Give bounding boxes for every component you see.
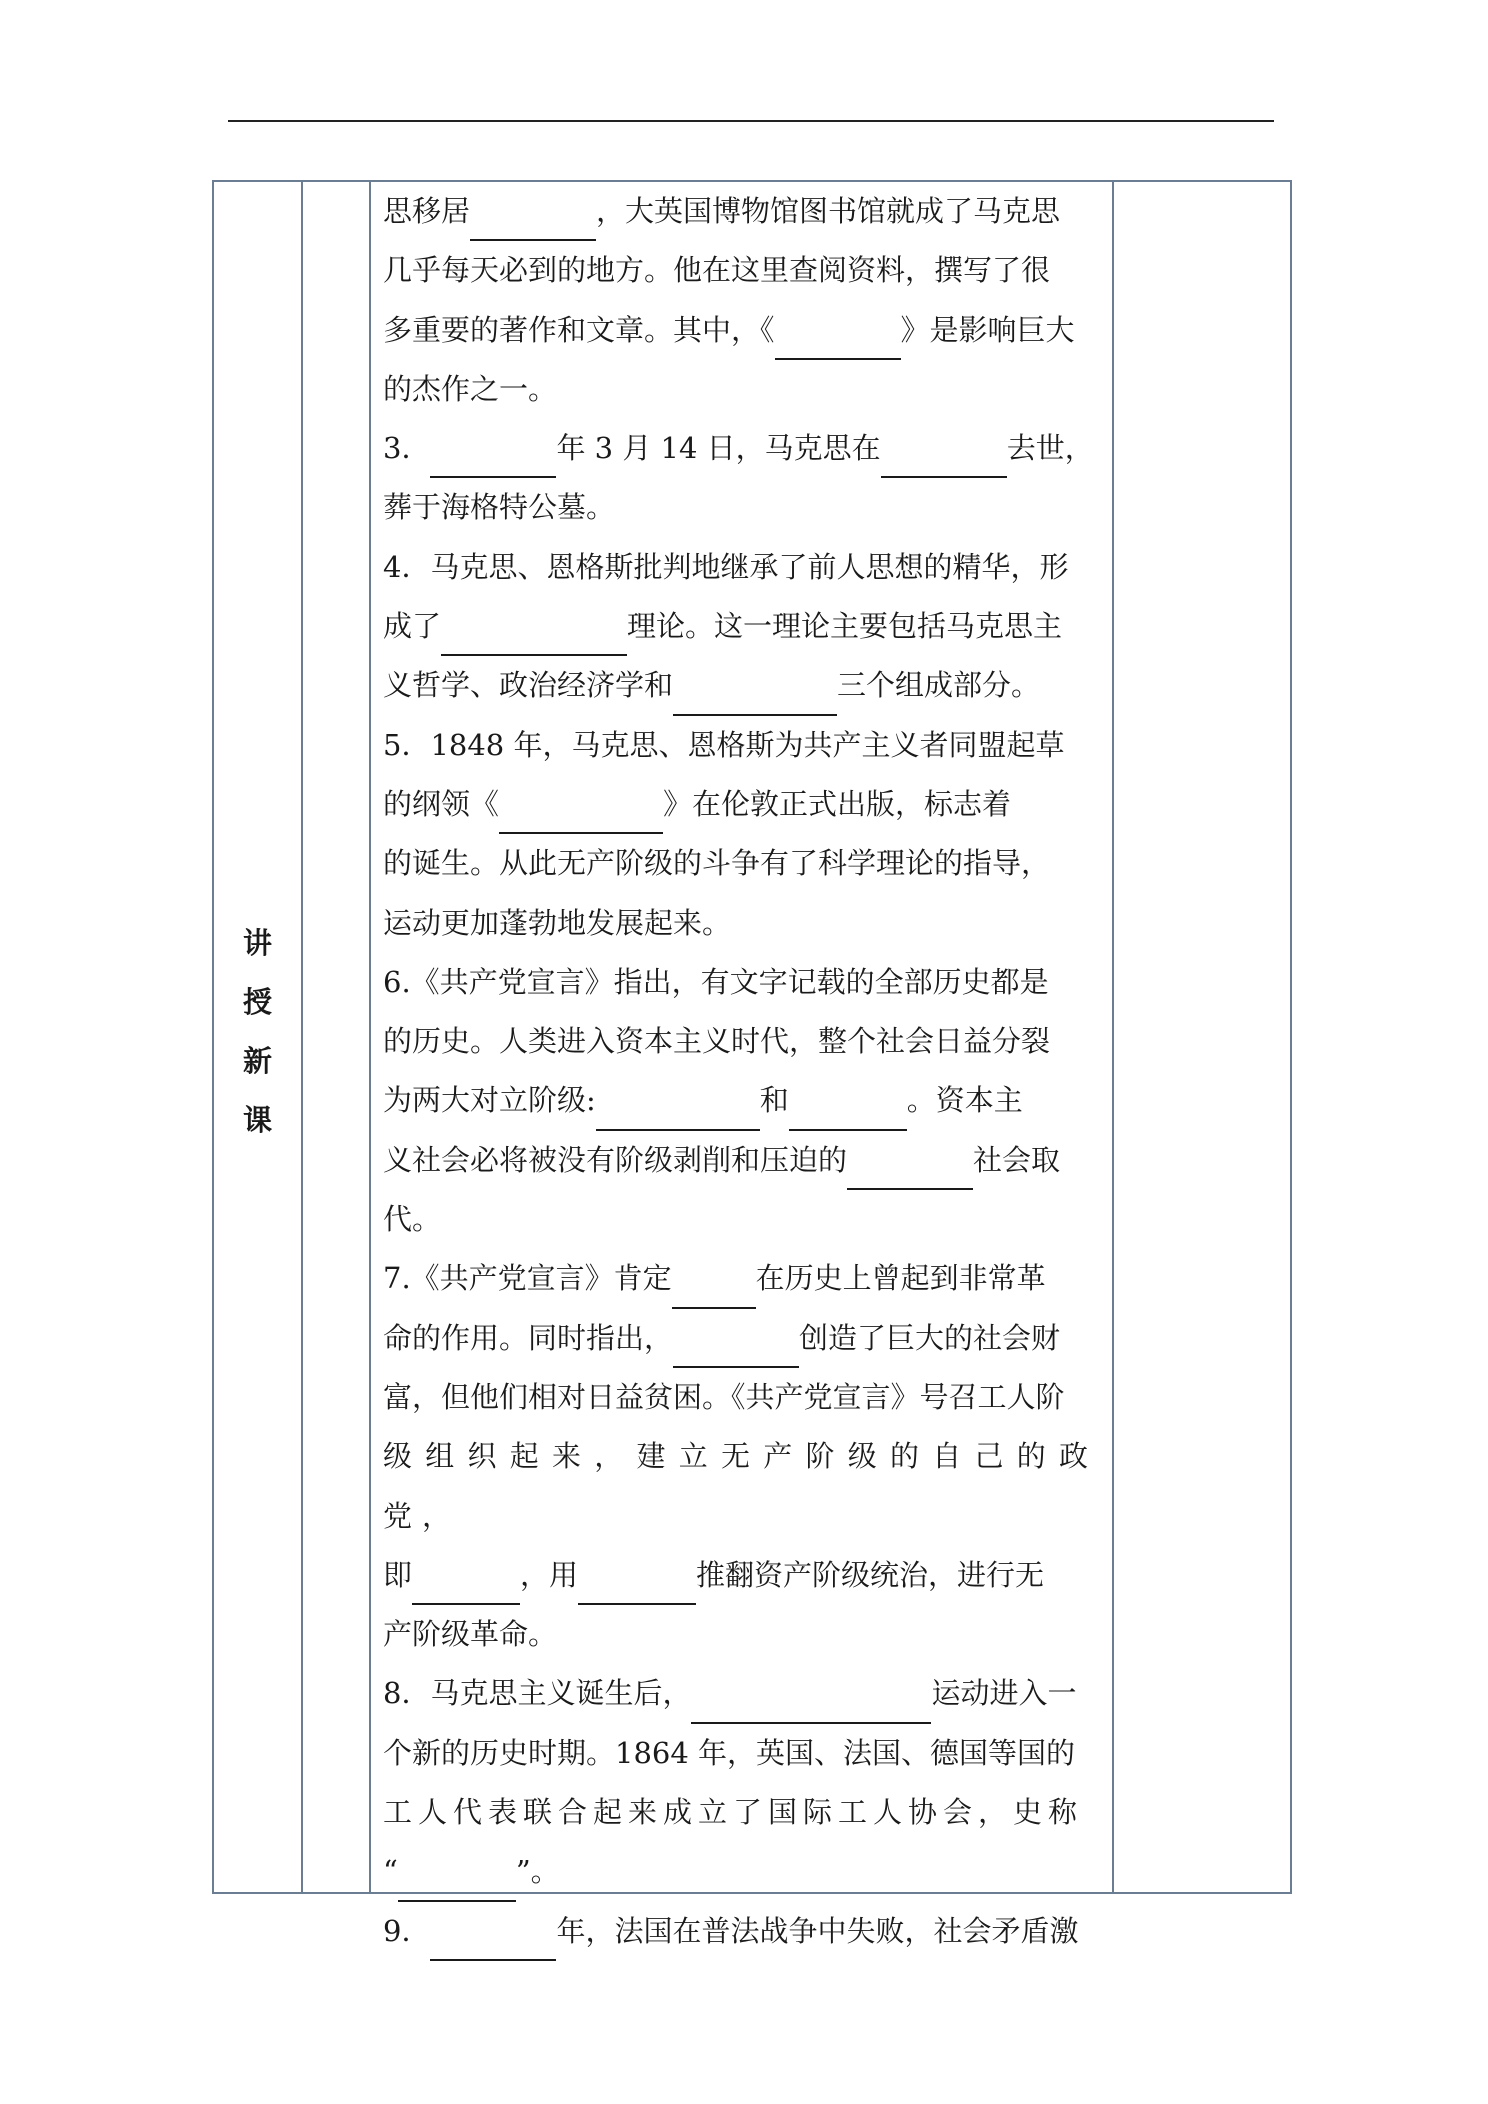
text-line: “ ”。: [383, 1842, 1098, 1901]
text-line: 的诞生。从此无产阶级的斗争有了科学理论的指导，: [383, 846, 1051, 881]
answer-blank: [430, 1925, 556, 1961]
text-line: 富，但他们相对日益贫困。《共产党宣言》号召工人阶: [383, 1379, 1065, 1414]
answer-blank: [596, 1095, 760, 1131]
section-label-char: 授: [242, 985, 272, 1019]
text-line: 8．马克思主义诞生后， 运动进入一: [383, 1664, 1098, 1723]
answer-blank: [847, 1154, 973, 1190]
text-line: 个新的历史时期。1864 年，英国、法国、德国等国的: [383, 1735, 1076, 1770]
answer-blank: [398, 1866, 516, 1902]
answer-blank: [499, 798, 663, 834]
answer-blank: [673, 680, 837, 716]
text-line: 5．1848 年，马克思、恩格斯为共产主义者同盟起草: [383, 727, 1065, 762]
answer-blank: [430, 442, 556, 478]
text-line: 几乎每天必到的地方。他在这里查阅资料，撰写了很: [383, 253, 1051, 288]
blank-column: [301, 182, 371, 1892]
text-line: 命的作用。同时指出， 创造了巨大的社会财: [383, 1309, 1098, 1368]
section-label: [214, 914, 301, 1150]
text-line: 思移居 ，大英国博物馆图书馆就成了马克思: [383, 182, 1098, 241]
text-line: 级组织起来，建立无产阶级的自己的政党，: [383, 1439, 1098, 1533]
answer-blank: [412, 1569, 520, 1605]
text-line: 工人代表联合起来成立了国际工人协会，史称: [383, 1795, 1084, 1830]
section-label-char: 课: [242, 1103, 272, 1137]
text-line: 6.《共产党宣言》指出，有文字记载的全部历史都是: [383, 964, 1049, 999]
text-line: 的杰作之一。: [383, 371, 558, 406]
section-label-char: 讲: [242, 926, 272, 960]
text-line: 的纲领《 》在伦敦正式出版，标志着: [383, 775, 1098, 834]
text-line: 代。: [383, 1202, 442, 1237]
section-column: [214, 182, 303, 1892]
text-line: 9． 年，法国在普法战争中失败，社会矛盾激: [383, 1902, 1098, 1961]
text-line: 的历史。人类进入资本主义时代，整个社会日益分裂: [383, 1024, 1051, 1059]
section-label-char: 新: [242, 1044, 272, 1078]
text-line: 4．马克思、恩格斯批判地继承了前人思想的精华，形: [383, 549, 1069, 584]
answer-blank: [673, 1332, 799, 1368]
text-line: 义哲学、政治经济学和 三个组成部分。: [383, 656, 1098, 715]
text-line: 成了 理论。这一理论主要包括马克思主: [383, 597, 1098, 656]
header-rule: [228, 120, 1274, 122]
answer-blank: [775, 324, 901, 360]
text-line: 产阶级革命。: [383, 1617, 558, 1652]
content-column: [369, 182, 1114, 1948]
text-line: 3． 年 3 月 14 日，马克思在 去世，: [383, 419, 1098, 478]
notes-column: [1112, 182, 1290, 1892]
text-line: 即 ，用 推翻资产阶级统治，进行无: [383, 1546, 1098, 1605]
answer-blank: [881, 442, 1007, 478]
text-line: 义社会必将被没有阶级剥削和压迫的 社会取: [383, 1131, 1098, 1190]
answer-blank: [672, 1273, 756, 1309]
text-line: 7.《共产党宣言》肯定 在历史上曾起到非常革: [383, 1249, 1098, 1308]
text-line: 运动更加蓬勃地发展起来。: [383, 905, 732, 940]
answer-blank: [441, 620, 627, 656]
answer-blank: [578, 1569, 696, 1605]
exercise-text: [383, 182, 1098, 1961]
answer-blank: [470, 205, 596, 241]
text-line: 葬于海格特公墓。: [383, 490, 616, 525]
answer-blank: [691, 1688, 931, 1724]
lesson-table: [212, 180, 1292, 1948]
text-line: 多重要的著作和文章。其中，《 》是影响巨大: [383, 301, 1098, 360]
text-line: 为两大对立阶级: 和 。资本主: [383, 1071, 1098, 1130]
answer-blank: [789, 1095, 907, 1131]
